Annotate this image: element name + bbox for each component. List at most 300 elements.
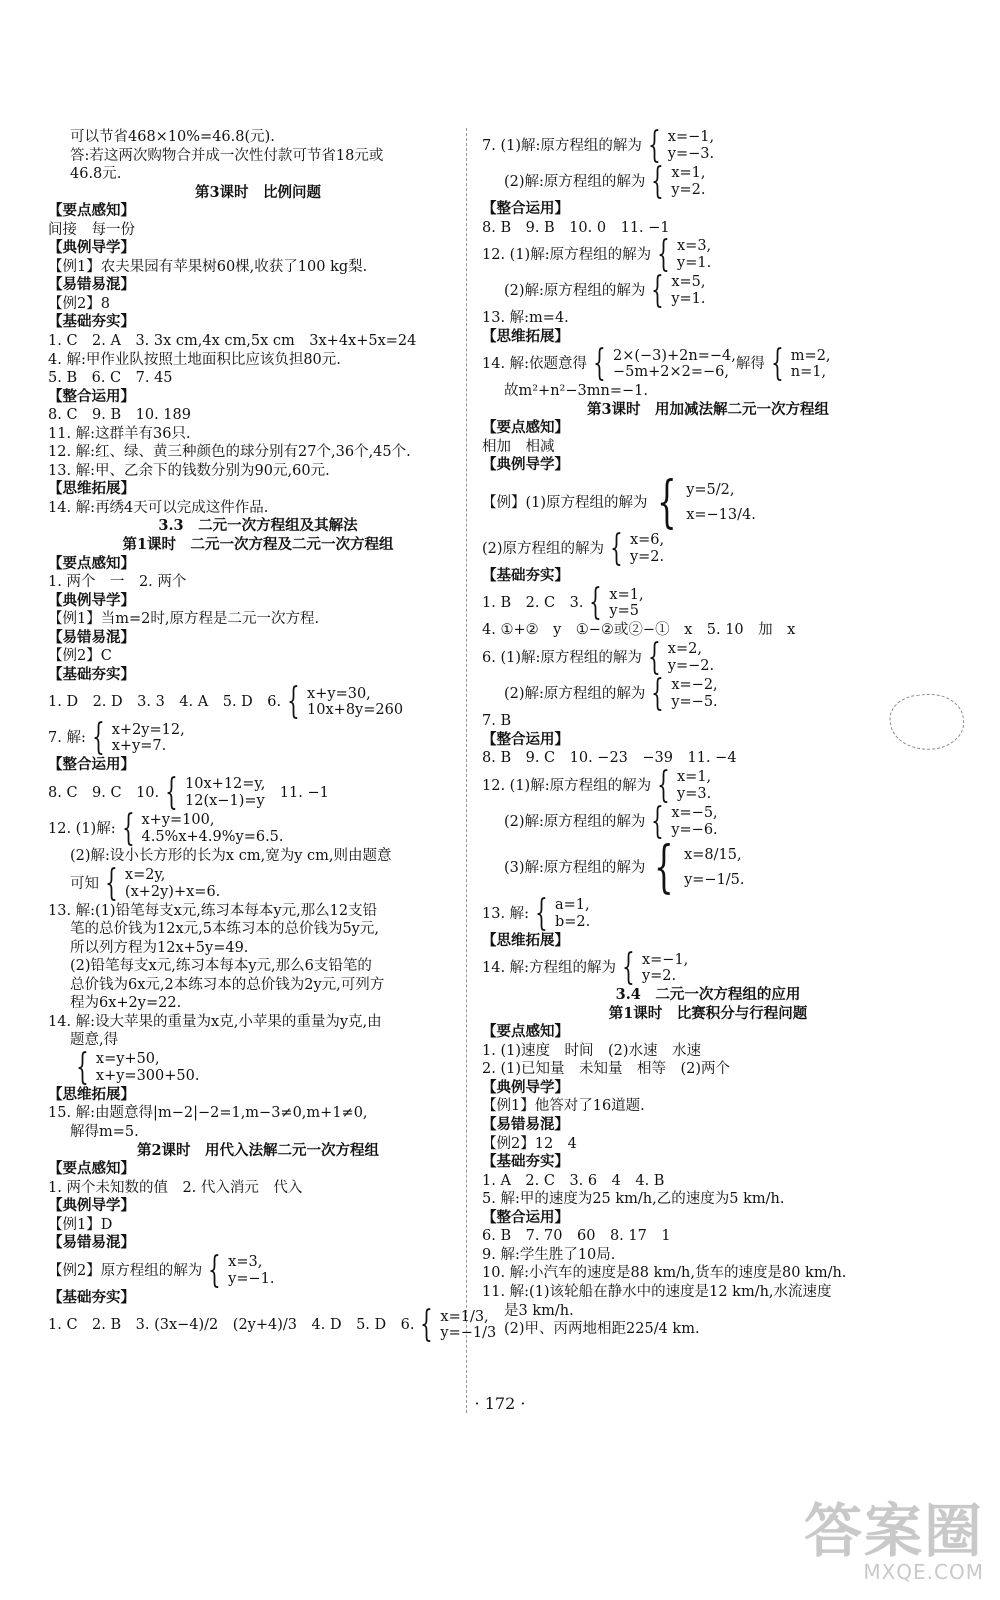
equation-line: 4.5%x+4.9%y=6.5. — [141, 828, 284, 845]
answer-text: 9. 解:学生胜了10局. — [482, 1246, 616, 1263]
answer-text: 相加 相减 — [482, 438, 555, 455]
answer-text: 【例2】原方程组的解为 — [48, 1262, 203, 1279]
answer-text: 【典例导学】 — [48, 239, 135, 257]
answer-line — [482, 764, 934, 806]
answer-text: 10. 解:小汽车的速度是88 km/h,货车的速度是80 km/h. — [482, 1265, 847, 1282]
answer-line — [48, 647, 468, 666]
answer-text: 【要点感知】 — [48, 202, 135, 220]
answer-text: 7. 解: — [48, 730, 86, 747]
answer-line — [48, 1046, 468, 1088]
answer-text: 【思维拓展】 — [48, 480, 135, 498]
equation-line: x=−1, — [667, 129, 715, 146]
answer-text: 14. 解:方程组的解为 — [482, 960, 617, 977]
answer-text: 【整合运用】 — [48, 756, 135, 774]
answer-text: (2)铅笔每支x元,练习本每本y元,那么6支铅笔的 — [70, 958, 372, 975]
section-heading — [482, 1023, 934, 1042]
answer-line — [482, 1283, 934, 1302]
brace-symbol: { — [535, 892, 548, 934]
answer-text: 1. D 2. D 3. 3 4. A 5. D 6. — [48, 694, 282, 711]
answer-line — [48, 258, 468, 277]
brace-symbol: { — [648, 125, 661, 166]
equation-line: a=1, — [554, 896, 590, 913]
equation-line: y=−2. — [667, 658, 715, 675]
answer-line — [482, 1264, 934, 1283]
brace-symbol: { — [648, 637, 661, 679]
answer-text: 6. (1)解:原方程组的解为 — [482, 650, 642, 667]
equation-system — [645, 161, 706, 202]
equation-system — [651, 234, 712, 276]
answer-line — [482, 1302, 934, 1321]
answer-text: 解得m=5. — [70, 1123, 139, 1140]
answer-text: (2)解:原方程组的解为 — [504, 174, 646, 190]
answer-line — [482, 621, 934, 640]
answer-text: 8. B 9. B 10. 0 11. −1 — [482, 219, 670, 236]
answer-text: 【整合运用】 — [482, 200, 569, 217]
answer-text: 总价钱为6x元,2本练习本的总价钱为2y元,可列方 — [70, 976, 385, 993]
answer-text: 是3 km/h. — [504, 1302, 574, 1319]
section-heading — [48, 313, 468, 332]
equation-system — [99, 862, 221, 904]
section-heading — [482, 328, 934, 347]
section-heading — [48, 1289, 468, 1308]
answer-text: 1. B 2. C 3. — [482, 595, 584, 612]
answer-line — [48, 165, 468, 184]
section-heading — [482, 567, 934, 586]
equation-system — [645, 834, 745, 900]
answer-line — [48, 994, 468, 1013]
brace-symbol: { — [622, 947, 635, 989]
section-heading — [482, 456, 934, 475]
equation-line: y=2. — [671, 182, 706, 198]
answer-line — [48, 1104, 468, 1123]
answer-text: 【例2】8 — [48, 295, 110, 312]
answer-text: 第2课时 用代入法解二元一次方程组 — [136, 1141, 380, 1159]
equation-system — [648, 469, 756, 535]
watermark — [803, 1497, 984, 1586]
answer-text: 14. 解:设大苹果的重量为x克,小苹果的重量为y克,由 — [48, 1013, 382, 1030]
equation-system — [281, 681, 404, 723]
answer-line — [48, 717, 468, 759]
equation-system — [645, 270, 706, 312]
equation-line: y=1. — [677, 255, 712, 272]
answer-line — [48, 1249, 468, 1291]
answer-line — [48, 862, 468, 904]
answer-text: 题意,得 — [70, 1032, 119, 1049]
answer-line — [482, 161, 934, 202]
answer-text: 12. (1)解:原方程组的解为 — [482, 777, 652, 794]
answer-line — [482, 270, 934, 312]
answer-line — [482, 1190, 934, 1209]
section-title — [48, 1142, 468, 1161]
answer-line — [48, 573, 468, 592]
answer-line — [482, 947, 934, 989]
answer-text: 1. C 2. B 3. (3x−4)/2 (2y+4)/3 4. D 5. D 6. — [48, 1317, 415, 1334]
equation-system — [604, 527, 665, 569]
equation-line: x+2y=12, — [111, 721, 185, 738]
section-heading — [48, 480, 468, 499]
answer-line — [48, 771, 468, 813]
equation-system — [159, 771, 266, 813]
answer-line — [482, 1135, 934, 1154]
section-heading — [48, 666, 468, 685]
answer-text: 【典例导学】 — [482, 1078, 569, 1096]
answer-text: 【易错易混】 — [48, 1234, 135, 1252]
equation-line: y=1. — [671, 291, 706, 308]
answer-text: 解得 — [735, 356, 765, 373]
answer-line — [48, 221, 468, 240]
answer-line — [482, 219, 934, 238]
brace-symbol: { — [589, 582, 603, 624]
answer-text: 【基础夯实】 — [482, 1153, 569, 1171]
answer-text: 14. 解:再绣4天可以完成这件作品. — [48, 499, 269, 516]
answer-text: 【基础夯实】 — [48, 1288, 135, 1306]
equation-line: x=1, — [677, 768, 712, 785]
equation-system — [583, 582, 644, 624]
answer-text: 程为6x+2y=22. — [70, 995, 182, 1012]
equation-line: x=8/15, — [684, 846, 742, 863]
answer-text: 3.4 二元一次方程组的应用 — [615, 986, 801, 1004]
equation-line: x=−2, — [671, 677, 718, 694]
answer-text: 13. 解:(1)铅笔每支x元,练习本每本y元,那么12支铅 — [48, 902, 378, 919]
section-heading — [482, 1079, 934, 1098]
answer-line — [482, 1060, 934, 1079]
equation-line: n=1, — [790, 364, 827, 381]
answer-text: 【例2】C — [48, 648, 112, 665]
equation-line: x=y+50, — [95, 1051, 160, 1068]
answer-text: 6. B 7. 70 60 8. 17 1 — [482, 1228, 671, 1245]
equation-line: x=−1, — [641, 951, 689, 968]
brace-symbol: { — [651, 270, 665, 312]
equation-system — [116, 807, 284, 849]
section-heading — [48, 1086, 468, 1105]
answer-text: 7. B — [482, 713, 512, 730]
answer-text: 【要点感知】 — [48, 554, 135, 572]
brace-symbol: { — [287, 681, 300, 723]
answer-line — [482, 1042, 934, 1061]
answer-line — [48, 499, 468, 518]
answer-line — [48, 128, 468, 147]
answer-text: 【例1】D — [48, 1216, 113, 1233]
section-heading — [482, 1153, 934, 1172]
equation-system — [616, 947, 689, 989]
answer-text: 1. (1)速度 时间 (2)水速 水速 — [482, 1042, 702, 1059]
answer-text: 第3课时 比例问题 — [194, 183, 322, 201]
answer-text: 14. 解:依题意得 — [482, 356, 588, 373]
answer-text: 3.3 二元一次方程组及其解法 — [158, 517, 358, 535]
equation-line: y=3. — [677, 785, 712, 802]
answer-text: 1. C 2. A 3. 3x cm,4x cm,5x cm 3x+4x+5x=24 — [48, 333, 417, 350]
section-title — [482, 986, 934, 1005]
equation-system — [587, 343, 736, 385]
answer-text: 【思维拓展】 — [48, 1085, 135, 1103]
equation-line: x=1/3, — [440, 1308, 489, 1325]
equation-line: x=−5, — [671, 804, 718, 821]
section-heading — [48, 756, 468, 775]
section-heading — [48, 202, 468, 221]
answer-text: 可知 — [70, 875, 99, 892]
answer-text: 第1课时 比赛积分与行程问题 — [608, 1004, 808, 1022]
equation-system — [642, 637, 715, 679]
watermark-text: 答案圈 — [803, 1497, 984, 1566]
equation-system — [765, 343, 831, 385]
answer-text: 笔的总价钱为12x元,5本练习本的总价钱为5y元, — [70, 921, 379, 938]
equation-line: m=2, — [790, 347, 831, 364]
answer-text: 12. (1)解:原方程组的解为 — [482, 247, 652, 264]
answer-line — [48, 332, 468, 351]
section-heading — [48, 592, 468, 611]
equation-line: y=2. — [641, 968, 677, 985]
equation-line: 2×(−3)+2n=−4, — [612, 347, 736, 364]
equation-line: y=5/2, — [686, 482, 735, 499]
answer-text: 【思维拓展】 — [482, 931, 569, 949]
answer-line — [482, 800, 934, 842]
answer-text: 【典例导学】 — [482, 456, 569, 474]
answer-text: 4. ①+② y ①−②或②−① x 5. 10 加 x — [482, 622, 796, 639]
brace-symbol: { — [165, 771, 178, 813]
answer-line — [482, 125, 934, 166]
section-heading — [48, 388, 468, 407]
answer-text: 所以列方程为12x+5y=49. — [70, 939, 249, 956]
equation-system — [642, 125, 715, 166]
answer-line — [48, 425, 468, 444]
answer-text: 7. (1)解:原方程组的解为 — [482, 138, 642, 154]
answer-text: 【例1】农夫果园有苹果树60棵,收获了100 kg梨. — [48, 258, 368, 275]
equation-line: x+y=7. — [111, 738, 167, 755]
answer-line — [48, 369, 468, 388]
answer-text: 2. (1)已知量 未知量 相等 (2)两个 — [482, 1061, 731, 1078]
answer-text: 【例1】他答对了16道题. — [482, 1098, 645, 1115]
brace-symbol: { — [610, 527, 623, 569]
answer-line — [48, 1031, 468, 1050]
answer-text: (2)解:原方程组的解为 — [504, 813, 646, 830]
answer-line — [48, 295, 468, 314]
answer-line — [482, 892, 934, 934]
answer-text: 【基础夯实】 — [482, 566, 569, 584]
section-heading — [482, 1116, 934, 1135]
equation-line: x=3, — [677, 238, 712, 255]
section-heading — [48, 1160, 468, 1179]
equation-line: x=1, — [609, 586, 644, 603]
answer-text: 答:若这两次购物合并成一次性付款可节省18元或 — [70, 147, 384, 164]
equation-line: 10x+12=y, — [185, 776, 266, 793]
answer-line — [48, 902, 468, 921]
answer-line — [482, 582, 934, 624]
answer-text: 8. C 9. B 10. 189 — [48, 407, 191, 424]
answer-text: 【要点感知】 — [482, 1023, 569, 1041]
answer-text: (2)原方程组的解为 — [482, 540, 605, 557]
brace-symbol: { — [651, 673, 665, 715]
answer-text: 【整合运用】 — [482, 1208, 569, 1226]
answer-line — [482, 749, 934, 768]
equation-line: y=−1. — [228, 1270, 275, 1287]
brace-symbol: { — [657, 764, 670, 806]
answer-text: 【典例导学】 — [48, 1197, 135, 1215]
answer-text: 【要点感知】 — [48, 1160, 135, 1178]
section-title — [48, 536, 468, 555]
equation-line: b=2. — [554, 913, 591, 930]
equation-line: x=6, — [629, 532, 665, 549]
equation-line: x+y=100, — [141, 812, 215, 829]
section-heading — [48, 1197, 468, 1216]
answer-text: 13. 解:甲、乙余下的钱数分别为90元,60元. — [48, 462, 330, 479]
answer-line — [482, 637, 934, 679]
section-heading — [48, 276, 468, 295]
brace-symbol: { — [91, 717, 105, 759]
equation-line: −5m+2×2=−6, — [612, 364, 729, 381]
equation-system — [86, 717, 185, 759]
answer-line — [48, 1013, 468, 1032]
equation-system — [651, 764, 712, 806]
answer-line — [48, 462, 468, 481]
answer-text: 第3课时 用加减法解二元一次方程组 — [586, 400, 830, 418]
section-title — [48, 184, 468, 203]
answer-line — [48, 406, 468, 425]
answer-text: 间接 每一份 — [48, 221, 135, 238]
answer-line — [482, 673, 934, 715]
brace-symbol: { — [593, 343, 606, 385]
answer-text: 【要点感知】 — [482, 419, 569, 437]
brace-symbol: { — [121, 807, 135, 849]
answer-text: 46.8元. — [70, 166, 122, 183]
answer-text: 【例】(1)原方程组的解为 — [482, 494, 648, 511]
page-number: · 172 · — [474, 1394, 526, 1413]
section-heading — [48, 239, 468, 258]
answer-text: 【易错易混】 — [482, 1116, 569, 1134]
answer-line — [482, 234, 934, 276]
answer-text: 12. (1)解: — [48, 820, 116, 837]
section-title — [482, 401, 934, 420]
answer-line — [48, 939, 468, 958]
brace-symbol: { — [76, 1046, 89, 1088]
answer-text: 5. 解:甲的速度为25 km/h,乙的速度为5 km/h. — [482, 1191, 785, 1208]
answer-text: 1. 两个 一 2. 两个 — [48, 574, 187, 591]
equation-line: y=−3. — [667, 146, 715, 162]
equation-line: y=2. — [629, 548, 665, 565]
answer-line — [482, 1246, 934, 1265]
equation-line: x+y=30, — [307, 685, 371, 702]
equation-line: x=2y, — [124, 866, 166, 883]
equation-line: y=−6. — [671, 821, 718, 838]
brace-symbol: { — [651, 800, 665, 842]
equation-line: x+y=300+50. — [95, 1067, 200, 1084]
answer-text: (3)解:原方程组的解为 — [504, 859, 646, 876]
answer-line — [482, 382, 934, 401]
answer-line — [48, 147, 468, 166]
section-heading — [48, 1234, 468, 1253]
answer-text: (2)解:原方程组的解为 — [504, 283, 646, 300]
equation-line: y=−1/5. — [684, 871, 745, 888]
answer-text: 可以节省468×10%=46.8(元). — [70, 129, 275, 145]
answer-line — [48, 807, 468, 849]
answer-text: 【易错易混】 — [48, 628, 135, 646]
answer-line — [482, 712, 934, 731]
answer-line — [482, 1320, 934, 1339]
answer-line — [48, 1179, 468, 1198]
answer-text: 【整合运用】 — [48, 387, 135, 405]
answer-line — [482, 1097, 934, 1116]
equation-line: (x+2y)+x=6. — [124, 883, 221, 900]
brace-symbol: { — [656, 469, 677, 535]
equation-system — [529, 892, 591, 934]
equation-system — [202, 1249, 275, 1291]
section-heading — [482, 419, 934, 438]
answer-text: 故m²+n²−3mn=−1. — [504, 383, 648, 400]
equation-line: y=5 — [609, 603, 639, 620]
brace-symbol: { — [654, 834, 675, 900]
answer-text: 5. B 6. C 7. 45 — [48, 370, 173, 387]
answer-text: 4. 解:甲作业队按照土地面积比应该负担80元. — [48, 351, 341, 368]
equation-line: x=2, — [667, 641, 702, 658]
answer-text: 【思维拓展】 — [482, 327, 569, 345]
answer-line — [48, 681, 468, 723]
brace-symbol: { — [771, 343, 784, 385]
equation-system — [645, 673, 718, 715]
equation-line: x=5, — [671, 274, 706, 291]
answer-text: 【例1】当m=2时,原方程是二元一次方程. — [48, 611, 320, 628]
brace-symbol: { — [657, 234, 670, 276]
answer-text: (2)解:原方程组的解为 — [504, 686, 646, 703]
answer-text: 8. B 9. C 10. −23 −39 11. −4 — [482, 750, 737, 767]
answer-text: 第1课时 二元一次方程及二元一次方程组 — [122, 536, 394, 554]
answer-line — [482, 438, 934, 457]
answer-text: 8. C 9. C 10. — [48, 784, 160, 801]
right-column — [482, 125, 934, 1339]
equation-system — [70, 1046, 200, 1088]
answer-text: 1. A 2. C 3. 6 4 4. B — [482, 1172, 665, 1189]
answer-text: 12. 解:红、绿、黄三种颜色的球分别有27个,36个,45个. — [48, 444, 411, 461]
answer-line — [482, 1172, 934, 1191]
brace-symbol: { — [208, 1249, 221, 1291]
answer-line — [482, 527, 934, 569]
equation-line: x=3, — [228, 1254, 263, 1271]
answer-text: 13. 解:m=4. — [482, 310, 569, 327]
section-heading — [482, 1209, 934, 1228]
answer-text: 【基础夯实】 — [48, 665, 135, 683]
watermark-url: MXQE.COM — [863, 1560, 984, 1585]
answer-line — [482, 343, 934, 385]
section-heading — [482, 932, 934, 951]
answer-line — [48, 957, 468, 976]
answer-text: 15. 解:由题意得|m−2|−2=1,m−3≠0,m+1≠0, — [48, 1105, 368, 1122]
answer-text: 11. 解:这群羊有36只. — [48, 425, 191, 442]
answer-line — [48, 1123, 468, 1142]
answer-text: (2)甲、丙两地相距225/4 km. — [504, 1321, 700, 1338]
brace-symbol: { — [651, 161, 665, 202]
equation-line: x=−13/4. — [686, 506, 756, 523]
section-heading — [48, 555, 468, 574]
answer-text: 【整合运用】 — [482, 730, 569, 748]
equation-line: y=−5. — [671, 694, 718, 711]
brace-symbol: { — [105, 862, 118, 904]
answer-line — [48, 351, 468, 370]
answer-line — [482, 309, 934, 328]
answer-text: 11. 解:(1)该轮船在静水中的速度是12 km/h,水流速度 — [482, 1283, 832, 1300]
section-title — [482, 1005, 934, 1024]
section-heading — [482, 731, 934, 750]
answer-line — [482, 834, 934, 900]
answer-line — [48, 443, 468, 462]
answer-line — [48, 610, 468, 629]
answer-text: 【易错易混】 — [48, 276, 135, 294]
equation-line: x=1, — [671, 165, 706, 182]
answer-line — [482, 1227, 934, 1246]
answer-line — [48, 1216, 468, 1235]
answer-text: 【例2】12 4 — [482, 1135, 577, 1152]
brace-symbol: { — [420, 1304, 434, 1346]
equation-line: y=−1/3 — [440, 1325, 497, 1342]
equation-line: 10x+8y=260 — [307, 702, 404, 719]
answer-text: 【典例导学】 — [48, 591, 135, 609]
